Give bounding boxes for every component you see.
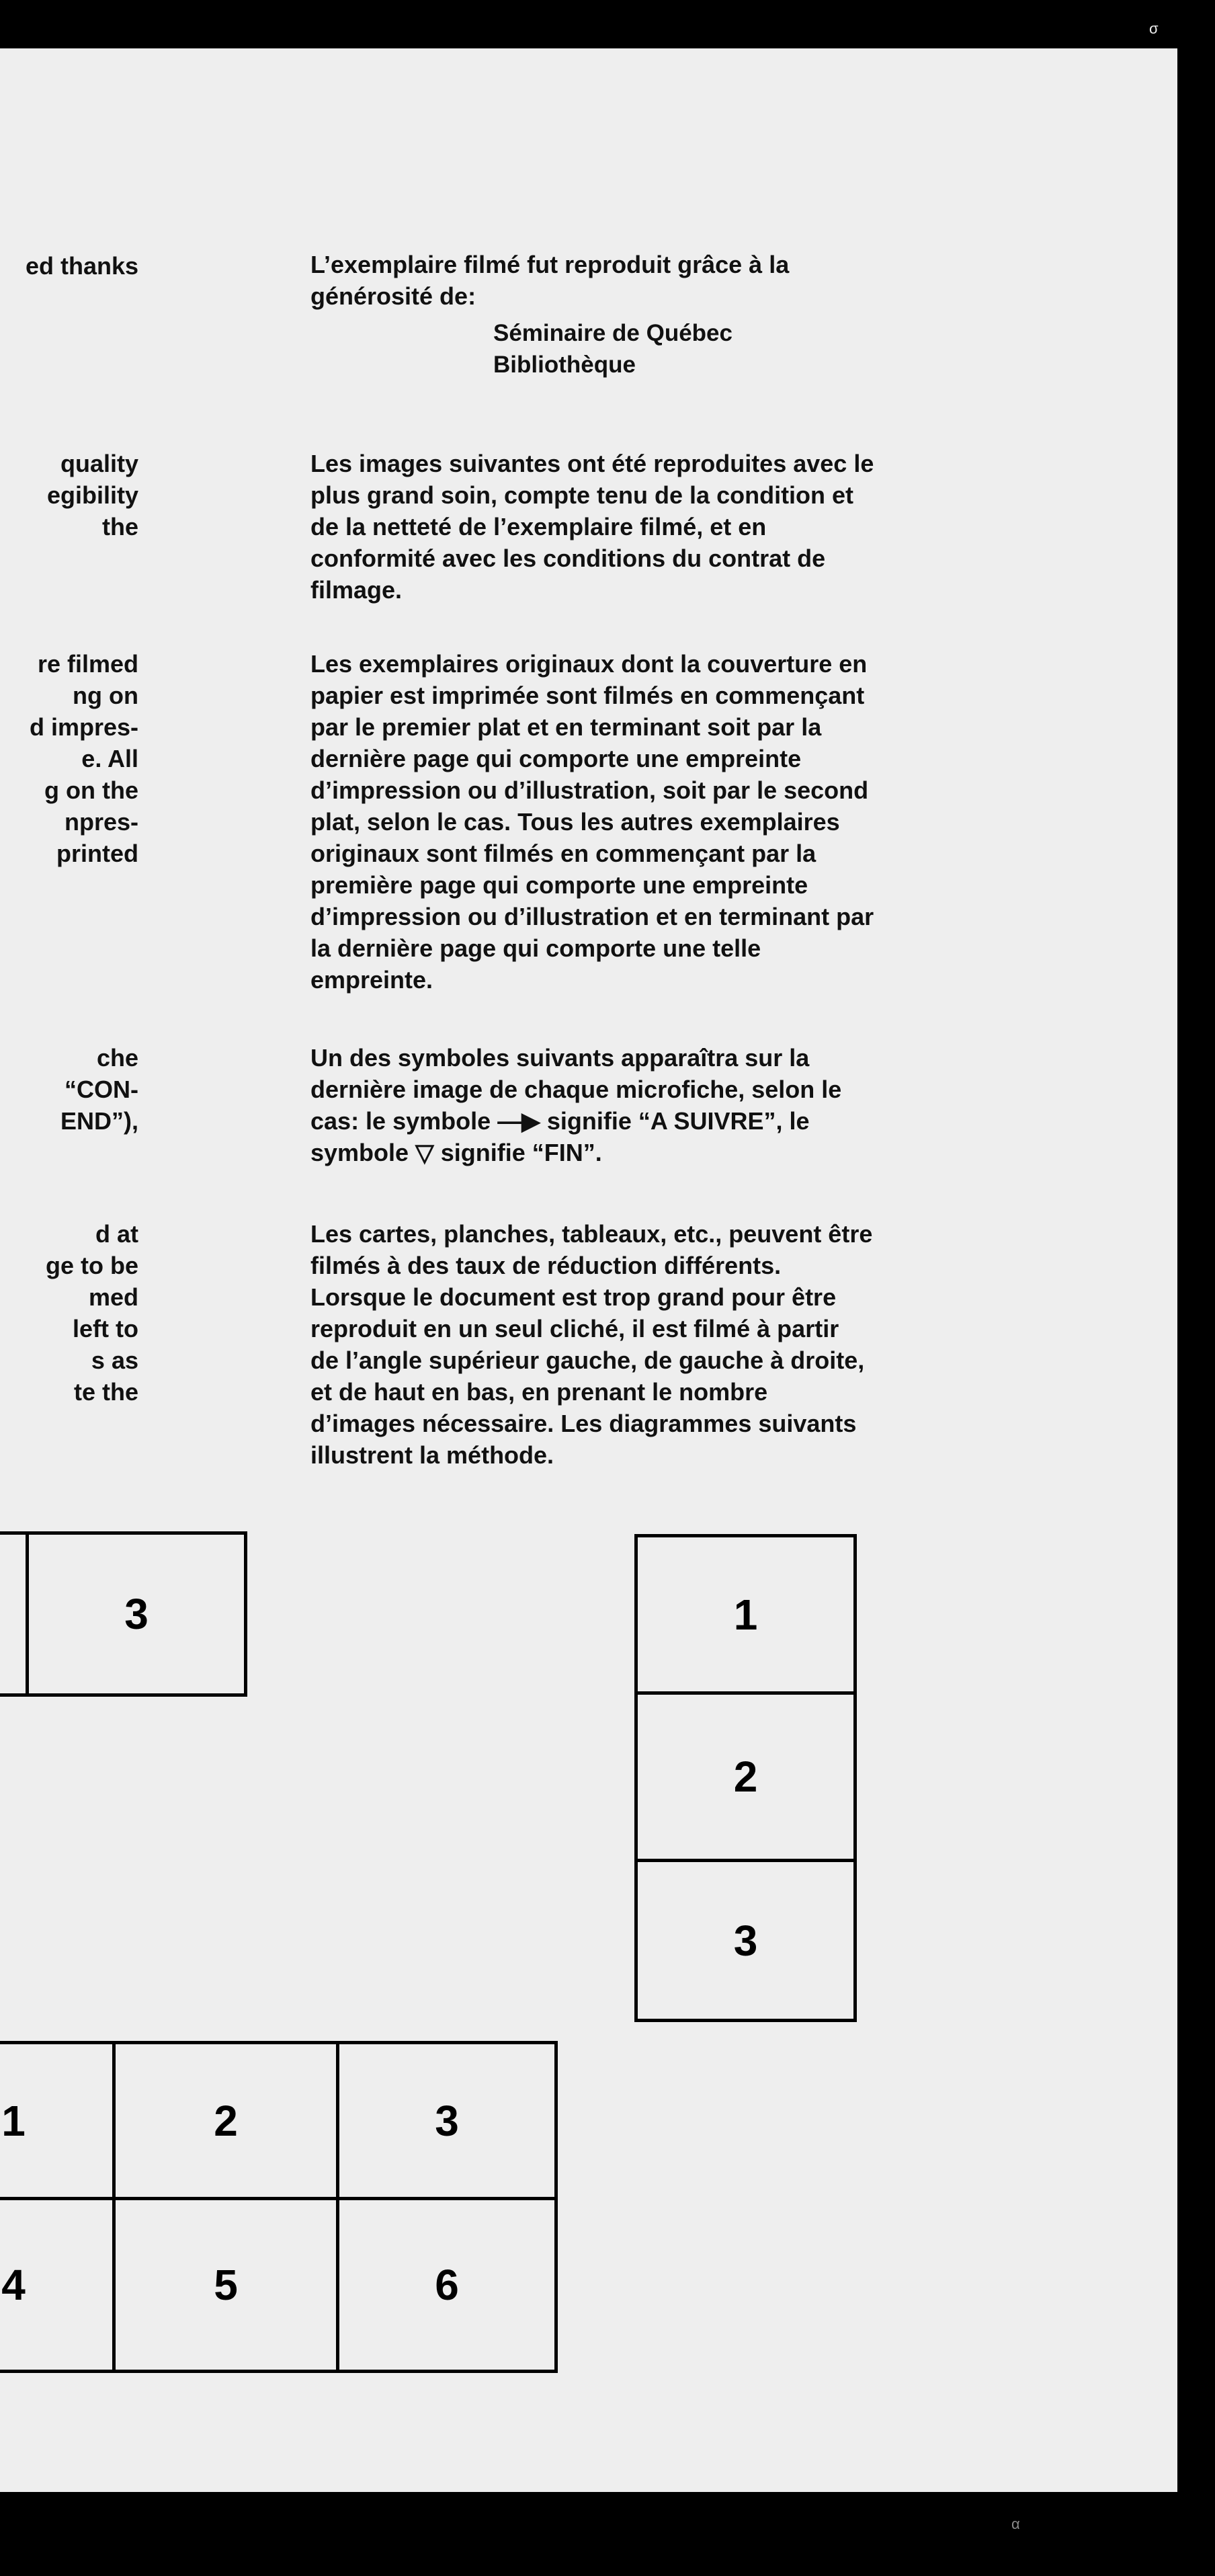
text-line: d’impression ou d’illustration et en terminant par	[310, 903, 874, 930]
text-line: papier est imprimée sont filmés en commençant	[310, 682, 865, 709]
text-line: d’images nécessaire. Les diagrammes suivants	[310, 1410, 857, 1437]
paragraph-quality	[310, 448, 874, 606]
text-line: cas: le symbole —▶ signifie “A SUIVRE”, le	[310, 1107, 810, 1135]
text-line: générosité de:	[310, 282, 476, 310]
text-line: la dernière page qui comporte une telle	[310, 934, 761, 962]
text-line: Séminaire de Québec	[493, 320, 732, 346]
text-line: et de haut en bas, en prenant le nombre	[310, 1378, 768, 1406]
text-line: Bibliothèque	[493, 352, 636, 378]
text-line: illustrent la méthode.	[310, 1441, 554, 1469]
text-line: Lorsque le document est trop grand pour être	[310, 1283, 837, 1311]
diagram-cell: 3	[124, 1590, 149, 1638]
diagram-vertical	[634, 1534, 857, 2022]
left-paragraph-4	[60, 1042, 138, 1137]
text-line: conformité avec les conditions du contrat de	[310, 545, 826, 572]
left-paragraph-5	[46, 1218, 138, 1408]
diagram-horizontal	[0, 1531, 247, 1697]
text-line: the	[102, 513, 138, 540]
text-line: Les exemplaires originaux dont la couverture en	[310, 650, 868, 678]
diagram-cell: 5	[214, 2261, 238, 2309]
text-line: npres-	[64, 808, 138, 836]
text-line: plat, selon le cas. Tous les autres exemplaires	[310, 808, 840, 836]
diagram-cell: 2	[733, 1753, 758, 1801]
text-line: ng on	[73, 682, 138, 709]
paragraph-maps	[310, 1218, 872, 1471]
text-line: par le premier plat et en terminant soit par la	[310, 713, 822, 741]
text-line: dernière page qui comporte une empreinte	[310, 745, 802, 772]
paragraph-originals	[310, 648, 874, 996]
corner-mark: α	[1011, 2515, 1020, 2532]
diagram-cell: 4	[1, 2261, 26, 2309]
diagram-cell: 3	[733, 1916, 758, 1965]
text-line: plus grand soin, compte tenu de la condition et	[310, 481, 854, 509]
text-line: dernière image de chaque microfiche, selon le	[310, 1076, 842, 1103]
text-line: e. All	[81, 745, 138, 772]
left-paragraph-2	[47, 448, 138, 542]
text-line: Un des symboles suivants apparaîtra sur la	[310, 1044, 810, 1072]
library-name	[310, 317, 732, 380]
text-line: ed thanks	[25, 252, 138, 280]
text-line: quality	[60, 450, 138, 477]
text-line: L’exemplaire filmé fut reproduit grâce à la	[310, 251, 790, 278]
text-line: END”),	[60, 1107, 138, 1135]
text-line: che	[96, 1044, 138, 1072]
diagram-grid	[0, 2041, 558, 2373]
left-paragraph-1	[26, 250, 138, 282]
text-line: “CON-	[65, 1076, 138, 1103]
text-line: left to	[73, 1315, 138, 1342]
text-line: d’impression ou d’illustration, soit par le second	[310, 776, 869, 804]
text-line: filmés à des taux de réduction différents.	[310, 1252, 782, 1279]
diagram-cell: 3	[435, 2096, 459, 2145]
text-line: re filmed	[37, 650, 138, 678]
text-line: d at	[95, 1220, 138, 1248]
text-line: ge to be	[45, 1252, 138, 1279]
intro-paragraph	[310, 249, 789, 312]
paragraph-symbols	[310, 1042, 841, 1168]
text-line: reproduit en un seul cliché, il est filmé à partir	[310, 1315, 839, 1342]
left-paragraph-3	[30, 648, 138, 869]
text-line: s as	[91, 1346, 138, 1374]
text-line: symbole ▽ signifie “FIN”.	[310, 1139, 602, 1166]
diagram-cell: 6	[435, 2261, 459, 2309]
text-line: printed	[56, 840, 138, 867]
text-line: empreinte.	[310, 966, 433, 994]
text-line: g on the	[44, 776, 138, 804]
text-line: te the	[73, 1378, 138, 1406]
text-line: première page qui comporte une empreinte	[310, 871, 808, 899]
text-line: de la netteté de l’exemplaire filmé, et en	[310, 513, 767, 540]
diagram-cell: 1	[1, 2096, 26, 2145]
diagram-cell: 2	[214, 2096, 238, 2145]
text-line: egibility	[46, 481, 138, 509]
text-line: Les images suivantes ont été reproduites avec le	[310, 450, 874, 477]
text-line: filmage.	[310, 576, 403, 604]
text-line: d impres-	[29, 713, 138, 741]
text-line: de l’angle supérieur gauche, de gauche à droite,	[310, 1346, 865, 1374]
diagram-cell: 1	[733, 1590, 758, 1639]
text-line: med	[88, 1283, 138, 1311]
corner-mark: σ	[1149, 20, 1159, 37]
text-line: originaux sont filmés en commençant par la	[310, 840, 816, 867]
text-line: Les cartes, planches, tableaux, etc., peuvent être	[310, 1220, 873, 1248]
